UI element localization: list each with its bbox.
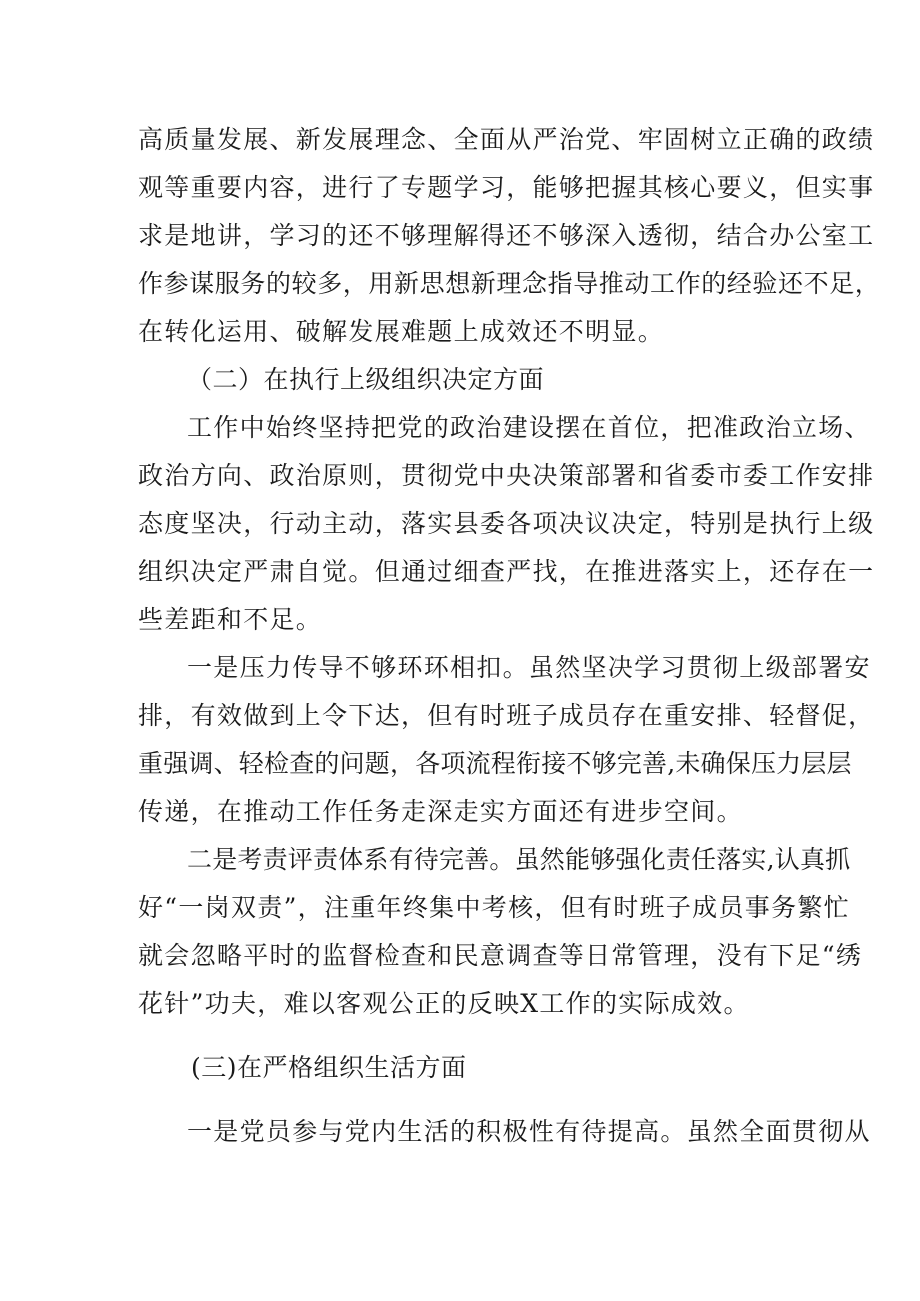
paragraph-line: 就会忽略平时的监督检查和民意调查等日常管理，没有下足“绣 — [138, 941, 863, 970]
paragraph-line: 求是地讲，学习的还不够理解得还不够深入透彻，结合办公室工 — [138, 221, 875, 250]
paragraph-line: 二是考责评责体系有待完善。虽然能够强化责任落实,认真抓 — [187, 845, 851, 874]
paragraph-line: 政治方向、政治原则，贯彻党中央决策部署和省委市委工作安排 — [138, 461, 875, 490]
paragraph-line: 组织决定严肃自觉。但通过细查严找，在推进落实上，还存在一 — [138, 557, 875, 586]
paragraph-line: 排，有效做到上令下达，但有时班子成员存在重安排、轻督促， — [138, 701, 875, 730]
paragraph-line: 好“一岗双责”，注重年终集中考核，但有时班子成员事务繁忙 — [138, 893, 850, 922]
paragraph-line: 观等重要内容，进行了专题学习，能够把握其核心要义，但实事 — [138, 173, 875, 202]
paragraph-line: 重强调、轻检查的问题，各项流程衔接不够完善,未确保压力层层 — [138, 749, 852, 778]
paragraph-line: 些差距和不足。 — [138, 605, 323, 634]
paragraph-line: 作参谋服务的较多，用新思想新理念指导推动工作的经验还不足， — [138, 269, 881, 298]
section-heading-2: （二）在执行上级组织决定方面 — [187, 365, 545, 394]
paragraph-line: 一是压力传导不够环环相扣。虽然坚决学习贯彻上级部署安 — [187, 653, 871, 682]
paragraph-line: 高质量发展、新发展理念、全面从严治党、牢固树立正确的政绩 — [138, 125, 875, 154]
paragraph-line: 在转化运用、破解发展难题上成效还不明显。 — [138, 317, 665, 346]
paragraph-line: 传递，在推动工作任务走深走实方面还有进步空间。 — [138, 797, 743, 826]
paragraph-line: 一是党员参与党内生活的积极性有待提高。虽然全面贯彻从 — [187, 1117, 871, 1146]
paragraph-line: 花针”功夫，难以客观公正的反映X工作的实际成效。 — [138, 989, 750, 1018]
paragraph-line: 工作中始终坚持把党的政治建设摆在首位，把准政治立场、 — [187, 413, 871, 442]
section-heading-3: (三)在严格组织生活方面 — [191, 1053, 467, 1082]
paragraph-line: 态度坚决，行动主动，落实县委各项决议决定，特别是执行上级 — [138, 509, 875, 538]
